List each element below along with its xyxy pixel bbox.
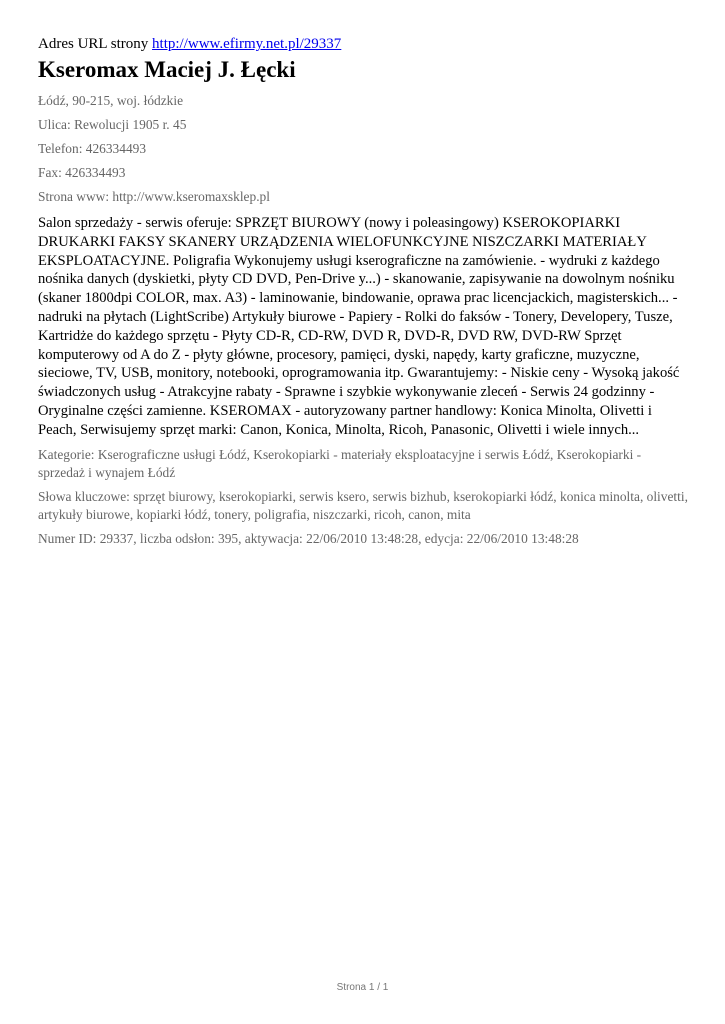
- street-text: Ulica: Rewolucji 1905 r. 45: [38, 117, 187, 132]
- url-line: [38, 34, 688, 54]
- phone-text: Telefon: 426334493: [38, 141, 147, 156]
- url-label: Adres URL strony: [38, 36, 149, 52]
- page-number-footer: Strona 1 / 1: [336, 982, 389, 993]
- company-description: Salon sprzedaży - serwis oferuje: SPRZĘT BIUROWY (nowy i poleasingowy) KSEROKOPIARKI DRUKARKI FAKSY SKANERY URZĄDZENIA WIELOFUNKCYJNE NISZCZARKI MATERIAŁY EKSPLOATACYJNE. Poligrafia Wykonujemy usługi kserograficzne na zamówienie. - wydruki z każdego nośnika danych (dyskietki, płyty CD DVD, Pen-Drive y...) - skanowanie, zapisywanie na dowolnym nośniku (skaner 1800dpi COLOR, max. A3) - laminowanie, bindowanie, oprawa prac licencjackich, magisterskich... - nadruki na płytach (LightScribe) Artykuły biurowe - Papiery - Rolki do faksów - Tonery, Developery, Tusze, Kartridże do każdego sprzętu - Płyty CD-R, CD-RW, DVD R, DVD-R, DVD RW, DVD-RW Sprzęt komputerowy od A do Z - płyty główne, procesory, pamięci, dyski, napędy, karty graficzne, muzyczne, sieciowe, TV, USB, monitory, notebooki, oprogramowania itp. Gwarantujemy: - Niskie ceny - Wysoką jakość świadczonych usług - Atrakcyjne rabaty - Sprawne i szybkie wykonywanie zleceń - Serwis 24 godzinny - Oryginalne części zamienne. KSEROMAX - autoryzowany partner handlowy: Konica Minolta, Olivetti i Peach, Serwisujemy sprzęt marki: Canon, Konica, Minolta, Ricoh, Panasonic, Olivetti i wiele innych...: [38, 215, 680, 438]
- source-url-link[interactable]: http://www.efirmy.net.pl/29337: [152, 36, 342, 52]
- company-name-title: Kseromax Maciej J. Łęcki: [38, 57, 296, 82]
- fax-text: Fax: 426334493: [38, 165, 126, 180]
- website-text: Strona www: http://www.kseromaxsklep.pl: [38, 189, 270, 204]
- document-page: [38, 34, 688, 554]
- categories-text: Kategorie: Kserograficzne usługi Łódź, Kserokopiarki - materiały eksploatacyjne i serwis Łódź, Kserokopiarki - sprzedaż i wynajem Łódź: [38, 446, 642, 480]
- location-text: Łódź, 90-215, woj. łódzkie: [38, 93, 184, 108]
- keywords-text: Słowa kluczowe: sprzęt biurowy, kserokopiarki, serwis ksero, serwis bizhub, kserokopiarki łódź, konica minolta, olivetti, artykuły biurowe, kopiarki łódź, tonery, poligrafia, niszczarki, ricoh, canon, mita: [38, 488, 688, 522]
- record-info-text: Numer ID: 29337, liczba odsłon: 395, aktywacja: 22/06/2010 13:48:28, edycja: 22/06/2010 13:48:28: [38, 530, 579, 546]
